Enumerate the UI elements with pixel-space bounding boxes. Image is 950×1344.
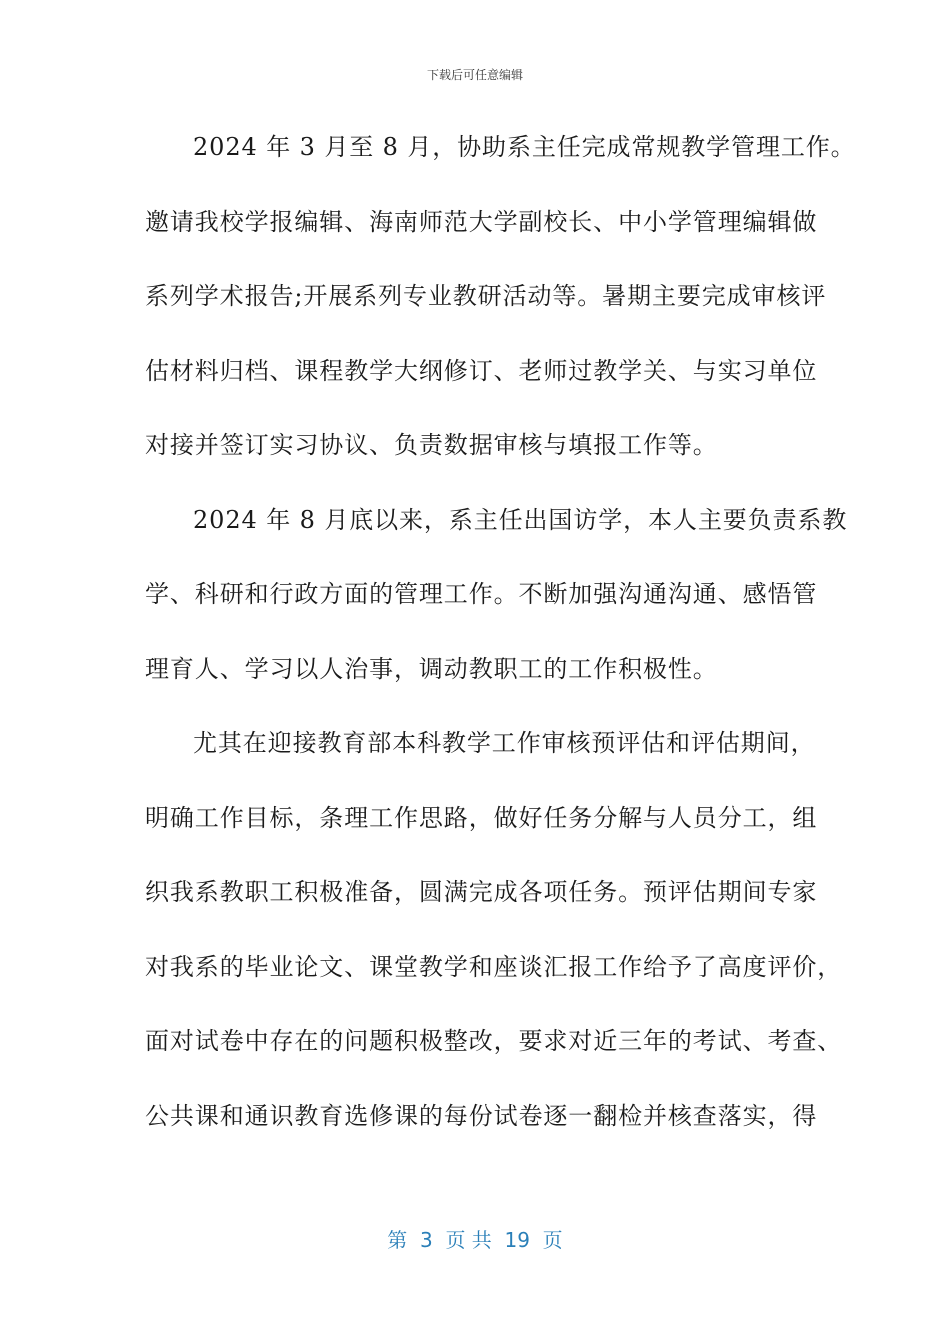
text-line: 对我系的毕业论文、课堂教学和座谈汇报工作给予了高度评价， (145, 952, 843, 981)
text-line: 织我系教职工积极准备，圆满完成各项任务。预评估期间专家 (145, 878, 818, 906)
paragraph-3 (145, 706, 843, 1153)
page-number-footer: 第 3 页 共 19 页 (387, 1228, 563, 1252)
text-line: 估材料归档、课程教学大纲修订、老师过教学关、与实习单位 (145, 356, 818, 385)
text-line: 公共课和通识教育选修课的每份试卷逐一翻检并核查落实，得 (145, 1101, 818, 1130)
paragraph-2 (145, 483, 848, 707)
paragraph-1 (145, 110, 856, 483)
text-line: 2024 年 3 月至 8 月，协助系主任完成常规教学管理工作。 (193, 133, 856, 161)
text-line: 学、科研和行政方面的管理工作。不断加强沟通沟通、感悟管 (145, 580, 818, 608)
text-line: 理育人、学习以人治事，调动教职工的工作积极性。 (145, 654, 718, 683)
text-line: 系列学术报告;开展系列专业教研活动等。暑期主要完成审核评 (145, 282, 827, 310)
text-line: 明确工作目标，条理工作思路，做好任务分解与人员分工，组 (145, 803, 818, 832)
text-line: 邀请我校学报编辑、海南师范大学副校长、中小学管理编辑做 (145, 207, 818, 236)
header-note: 下载后可任意编辑 (426, 68, 523, 82)
text-line: 尤其在迎接教育部本科教学工作审核预评估和评估期间， (193, 729, 816, 757)
text-line: 面对试卷中存在的问题积极整改，要求对近三年的考试、考查、 (145, 1027, 843, 1055)
text-line: 2024 年 8 月底以来，系主任出国访学，本人主要负责系教 (193, 505, 848, 534)
body-text (145, 110, 856, 1153)
text-line: 对接并签订实习协议、负责数据审核与填报工作等。 (145, 431, 718, 459)
